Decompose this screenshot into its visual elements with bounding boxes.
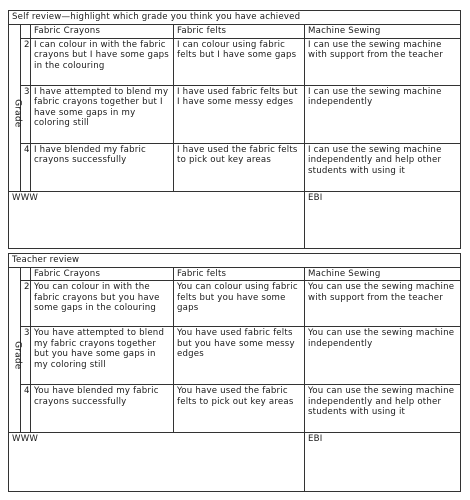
self-www-box[interactable]: WWW (9, 191, 305, 248)
self-grade-label: Grade (12, 98, 23, 128)
self-review-table (8, 10, 461, 249)
teacher-grade-label: Grade (12, 340, 23, 370)
self-grade-row-3 (9, 85, 461, 143)
teacher-cell-sewing[interactable]: You can use the sewing machine independently and help other students with using it (305, 385, 461, 433)
self-cell-felts[interactable]: I can colour using fabric felts but I have some gaps (174, 38, 305, 85)
self-feedback-row (9, 191, 461, 248)
self-grade-side (9, 25, 21, 192)
self-cell-crayons[interactable]: I have attempted to blend my fabric crayons together but I have some gaps in my coloring still (31, 85, 174, 143)
teacher-ebi-box[interactable]: EBI (305, 433, 461, 492)
self-ebi-box[interactable]: EBI (305, 191, 461, 248)
self-grade-row-2 (9, 38, 461, 85)
teacher-www-box[interactable]: WWW (9, 433, 305, 492)
self-grade-number: 3 (21, 85, 31, 143)
review-sheet (8, 10, 460, 494)
teacher-header-blank (21, 267, 31, 281)
self-review-title-row (9, 11, 461, 25)
teacher-cell-felts[interactable]: You can colour using fabric felts but you have some gaps (174, 281, 305, 327)
self-review-title: Self review—highlight which grade you think you have achieved (9, 11, 461, 25)
teacher-cell-crayons[interactable]: You have attempted to blend my fabric crayons together but you have some gaps in my coloring still (31, 327, 174, 385)
self-grade-number: 4 (21, 143, 31, 191)
teacher-review-table (8, 253, 461, 493)
teacher-grade-number: 2 (21, 281, 31, 327)
teacher-cell-sewing[interactable]: You can use the sewing machine with support from the teacher (305, 281, 461, 327)
teacher-grade-row-4 (9, 385, 461, 433)
teacher-cell-felts[interactable]: You have used the fabric felts to pick out key areas (174, 385, 305, 433)
self-col-fabric-felts: Fabric felts (174, 25, 305, 39)
self-cell-felts[interactable]: I have used fabric felts but I have some messy edges (174, 85, 305, 143)
teacher-grade-number: 3 (21, 327, 31, 385)
teacher-grade-side (9, 267, 21, 433)
teacher-cell-felts[interactable]: You have used fabric felts but you have some messy edges (174, 327, 305, 385)
self-grade-number: 2 (21, 38, 31, 85)
teacher-cell-crayons[interactable]: You have blended my fabric crayons successfully (31, 385, 174, 433)
teacher-col-fabric-crayons: Fabric Crayons (31, 267, 174, 281)
self-cell-sewing[interactable]: I can use the sewing machine independently and help other students with using it (305, 143, 461, 191)
teacher-review-header-row (9, 267, 461, 281)
teacher-grade-number: 4 (21, 385, 31, 433)
self-col-fabric-crayons: Fabric Crayons (31, 25, 174, 39)
teacher-cell-crayons[interactable]: You can colour in with the fabric crayons but you have some gaps in the colouring (31, 281, 174, 327)
teacher-feedback-row (9, 433, 461, 492)
teacher-cell-sewing[interactable]: You can use the sewing machine independently (305, 327, 461, 385)
self-cell-felts[interactable]: I have used the fabric felts to pick out key areas (174, 143, 305, 191)
teacher-grade-row-3 (9, 327, 461, 385)
teacher-col-machine-sewing: Machine Sewing (305, 267, 461, 281)
teacher-review-title: Teacher review (9, 253, 461, 267)
self-cell-sewing[interactable]: I can use the sewing machine independently (305, 85, 461, 143)
self-grade-row-4 (9, 143, 461, 191)
self-review-header-row (9, 25, 461, 39)
self-col-machine-sewing: Machine Sewing (305, 25, 461, 39)
self-cell-crayons[interactable]: I have blended my fabric crayons successfully (31, 143, 174, 191)
self-cell-sewing[interactable]: I can use the sewing machine with support from the teacher (305, 38, 461, 85)
teacher-grade-row-2 (9, 281, 461, 327)
self-header-blank (21, 25, 31, 39)
teacher-review-title-row (9, 253, 461, 267)
self-cell-crayons[interactable]: I can colour in with the fabric crayons but I have some gaps in the colouring (31, 38, 174, 85)
teacher-col-fabric-felts: Fabric felts (174, 267, 305, 281)
